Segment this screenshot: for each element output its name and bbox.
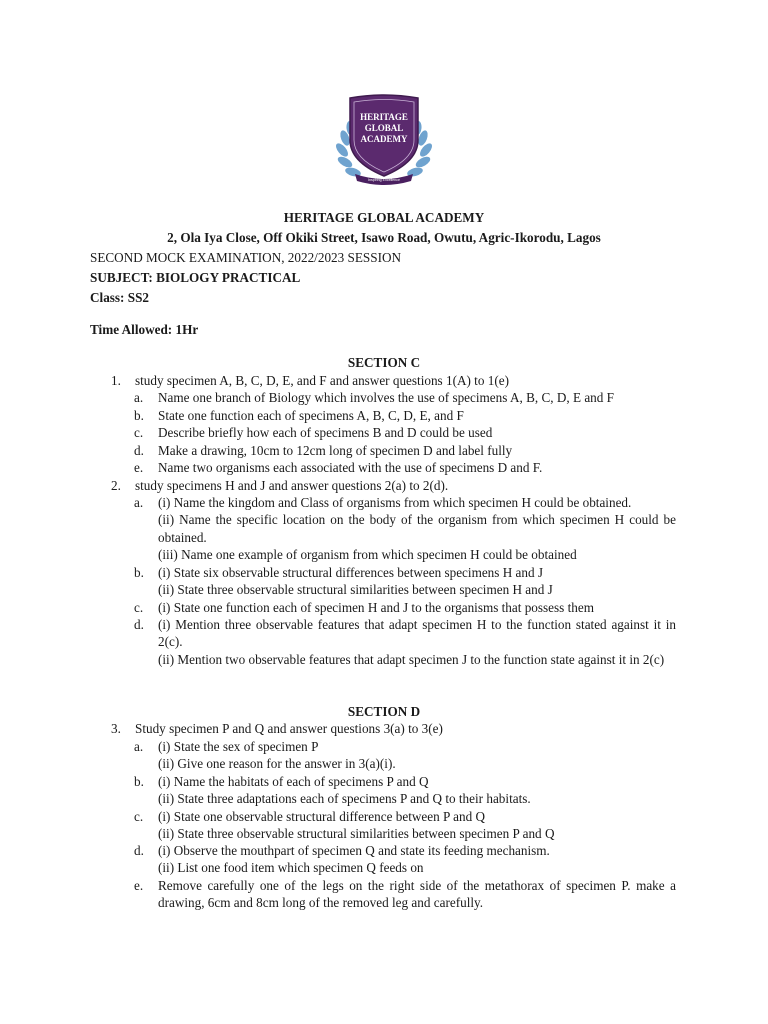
item-line: (ii) State three observable structural similarities between specimen P and Q: [158, 826, 555, 842]
item-line: (ii) State three observable structural similarities between specimen H and J: [158, 582, 553, 598]
item-line: (i) State six observable structural differences between specimens H and J: [158, 565, 543, 580]
question-number: 3.: [111, 721, 121, 736]
item-line: (i) Mention three observable features that adapt specimen H to the function stated against it in 2(c).: [158, 617, 676, 650]
item-line: (ii) Give one reason for the answer in 3(a)(i).: [158, 756, 396, 772]
item-line: (ii) Name the specific location on the body of the organism from which specimen H could be obtained.: [158, 512, 676, 545]
section-c-title: SECTION C: [347, 355, 421, 370]
exam-title: SECOND MOCK EXAMINATION, 2022/2023 SESSION: [90, 250, 402, 265]
item-label: a.: [134, 495, 144, 510]
item-label: a.: [134, 739, 144, 754]
item-label: c.: [134, 809, 144, 824]
time-allowed: Time Allowed: 1Hr: [90, 322, 199, 337]
item-line: (ii) State three adaptations each of specimens P and Q to their habitats.: [158, 791, 531, 807]
item-text: Remove carefully one of the legs on the right side of the metathorax of specimen P. make a drawing, 6cm and 8cm long of the removed leg and carefully.: [158, 878, 676, 911]
question-number: 1.: [111, 373, 121, 388]
item-label: c.: [134, 600, 144, 615]
item-line: (i) Name the kingdom and Class of organisms from which specimen H could be obtained.: [158, 495, 632, 510]
item-text: (i) State one function each of specimen H and J to the organisms that possess them: [158, 600, 594, 615]
question-number: 2.: [111, 478, 121, 493]
crest-ribbon-text: Inspiring Excellence: [368, 178, 400, 182]
item-line: (i) Name the habitats of each of specimens P and Q: [158, 774, 429, 789]
item-text: Name one branch of Biology which involves the use of specimens A, B, C, D, E and F: [158, 390, 614, 405]
item-text: [158, 773, 676, 808]
school-crest-logo: [333, 92, 435, 188]
question-text: Study specimen P and Q and answer questions 3(a) to 3(e): [135, 721, 443, 736]
item-line: (i) Observe the mouthpart of specimen Q and state its feeding mechanism.: [158, 843, 550, 858]
item-label: b.: [134, 408, 144, 423]
item-line: (i) State the sex of specimen P: [158, 739, 319, 754]
item-text: [158, 494, 676, 564]
item-text: Describe briefly how each of specimens B and D could be used: [158, 425, 493, 440]
item-label: b.: [134, 774, 144, 789]
item-label: d.: [134, 617, 144, 632]
item-text: [158, 616, 676, 668]
item-label: d.: [134, 843, 144, 858]
question-text: study specimens H and J and answer questions 2(a) to 2(d).: [135, 478, 449, 493]
item-line: (i) State one observable structural difference between P and Q: [158, 809, 485, 824]
item-label: e.: [134, 460, 144, 475]
crest-line-2: GLOBAL: [364, 123, 404, 133]
section-d-title: SECTION D: [347, 704, 421, 719]
item-text: State one function each of specimens A, B, C, D, E, and F: [158, 408, 464, 423]
item-text: Make a drawing, 10cm to 12cm long of specimen D and label fully: [158, 443, 513, 458]
item-text: [158, 808, 676, 843]
crest-line-1: HERITAGE: [360, 112, 408, 122]
item-label: b.: [134, 565, 144, 580]
item-text: [158, 564, 676, 599]
item-line: (ii) Mention two observable features that adapt specimen J to the function state against it in 2(c): [158, 651, 665, 667]
item-label: d.: [134, 443, 144, 458]
subject-line: SUBJECT: BIOLOGY PRACTICAL: [90, 270, 301, 285]
school-name: HERITAGE GLOBAL ACADEMY: [283, 210, 485, 225]
class-line: Class: SS2: [90, 290, 149, 305]
item-line: (ii) List one food item which specimen Q feeds on: [158, 860, 424, 876]
item-text: [158, 842, 676, 877]
item-label: a.: [134, 390, 144, 405]
crest-line-3: ACADEMY: [360, 134, 408, 144]
question-text: study specimen A, B, C, D, E, and F and answer questions 1(A) to 1(e): [135, 373, 509, 388]
item-line: (iii) Name one example of organism from which specimen H could be obtained: [158, 547, 577, 563]
item-text: [158, 738, 676, 773]
item-label: c.: [134, 425, 144, 440]
item-label: e.: [134, 878, 144, 893]
school-address: 2, Ola Iya Close, Off Okiki Street, Isawo Road, Owutu, Agric-Ikorodu, Lagos: [167, 230, 601, 245]
item-text: Name two organisms each associated with the use of specimens D and F.: [158, 460, 543, 475]
